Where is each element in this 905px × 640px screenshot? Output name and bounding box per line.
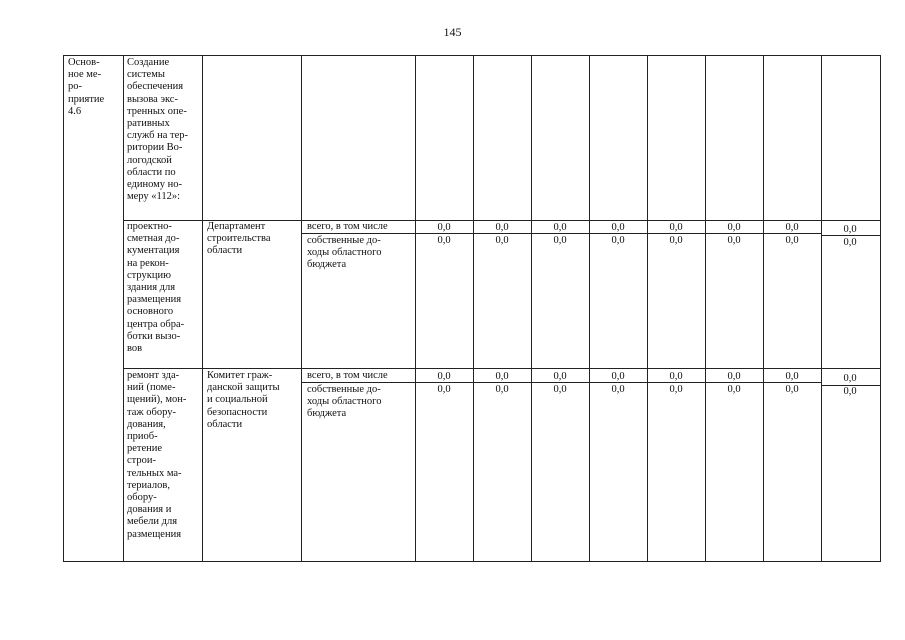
repair-total-value: 0,0 — [669, 371, 683, 382]
design-own-value: 0,0 — [843, 237, 857, 248]
repair-own-value: 0,0 — [611, 384, 625, 395]
repair-own-value: 0,0 — [785, 384, 799, 395]
design-own-value: 0,0 — [611, 235, 625, 246]
col-divider — [473, 55, 474, 562]
repair-total-value: 0,0 — [727, 371, 741, 382]
design-executor: Департамент строительства области — [207, 221, 271, 257]
col-divider — [647, 55, 648, 562]
repair-total-value: 0,0 — [437, 371, 451, 382]
design-total-value: 0,0 — [785, 222, 799, 233]
col-divider — [415, 55, 416, 562]
repair-own-value: 0,0 — [437, 384, 451, 395]
design-own-value: 0,0 — [727, 235, 741, 246]
design-own-value: 0,0 — [553, 235, 567, 246]
table-border-left — [63, 55, 64, 562]
design-total-value: 0,0 — [669, 222, 683, 233]
repair-executor: Комитет граж- данской защиты и социальной безопасности области — [207, 370, 280, 430]
col-divider — [123, 55, 124, 562]
repair-own-value: 0,0 — [553, 384, 567, 395]
design-total-value: 0,0 — [553, 222, 567, 233]
col-divider — [589, 55, 590, 562]
table-border-right — [880, 55, 881, 562]
repair-total-value: 0,0 — [495, 371, 509, 382]
repair-source-total: всего, в том числе — [307, 370, 388, 381]
row-divider — [123, 368, 881, 369]
design-total-value: 0,0 — [495, 222, 509, 233]
measure-title: Создание системы обеспечения вызова экс- тренных опе- ративных служб на тер- ритории Во- логодской области по единому но- меру «112»: — [127, 57, 188, 203]
page-number: 145 — [443, 25, 462, 39]
col-divider — [531, 55, 532, 562]
col-divider — [821, 55, 822, 562]
repair-item-name: ремонт зда- ний (поме- щений), мон- таж обору- дования, приоб- ретение строи- тельных ма- териалов, обору- дования и мебели для размещения — [127, 370, 187, 540]
design-own-value: 0,0 — [669, 235, 683, 246]
repair-total-value: 0,0 — [785, 371, 799, 382]
table-border-top — [63, 55, 881, 56]
design-own-value: 0,0 — [785, 235, 799, 246]
repair-source-own: собственные до- ходы областного бюджета — [307, 384, 382, 420]
table-border-bottom — [63, 561, 881, 562]
budget-table — [63, 55, 881, 562]
col-divider — [763, 55, 764, 562]
repair-own-value: 0,0 — [843, 386, 857, 397]
repair-total-value: 0,0 — [611, 371, 625, 382]
design-own-value: 0,0 — [495, 235, 509, 246]
repair-own-value: 0,0 — [727, 384, 741, 395]
repair-own-value: 0,0 — [495, 384, 509, 395]
design-total-value: 0,0 — [843, 224, 857, 235]
repair-own-value: 0,0 — [669, 384, 683, 395]
col-divider — [202, 55, 203, 562]
col-divider — [705, 55, 706, 562]
design-item-name: проектно- сметная до- кументация на рекон- струкцию здания для размещения основного центра обра- ботки вызо- вов — [127, 221, 185, 355]
design-source-own: собственные до- ходы областного бюджета — [307, 235, 382, 271]
design-own-value: 0,0 — [437, 235, 451, 246]
design-total-value: 0,0 — [611, 222, 625, 233]
design-total-value: 0,0 — [437, 222, 451, 233]
col-divider — [301, 55, 302, 562]
design-source-total: всего, в том числе — [307, 221, 388, 232]
design-total-value: 0,0 — [727, 222, 741, 233]
measure-number: Основ- ное ме- ро- приятие 4.6 — [68, 57, 105, 117]
repair-total-value: 0,0 — [843, 373, 857, 384]
repair-total-value: 0,0 — [553, 371, 567, 382]
